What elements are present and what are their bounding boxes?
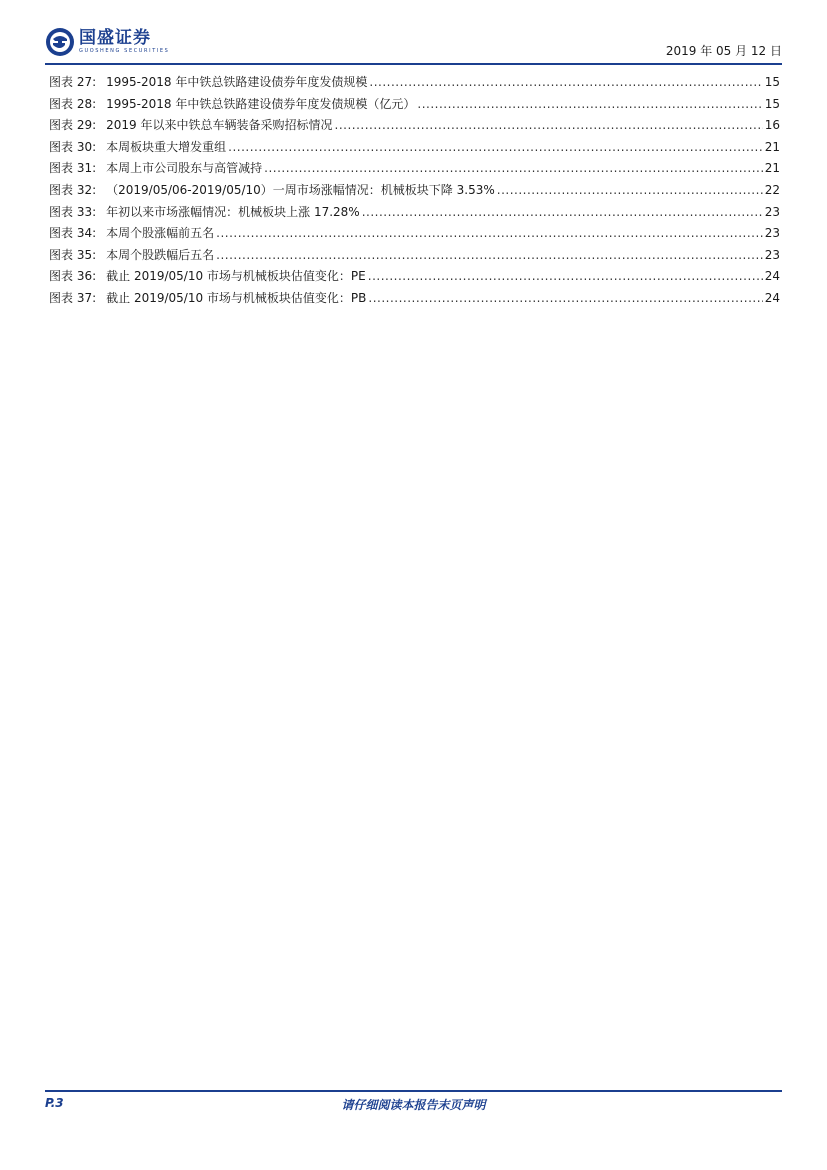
toc-entry-title: 截止 2019/05/10 市场与机械板块估值变化：PB: [106, 290, 367, 305]
toc-entry[interactable]: [49, 94, 780, 116]
toc-entry[interactable]: [49, 72, 780, 94]
footer-divider: [45, 1090, 782, 1092]
toc-entry-label: 图表 31:: [49, 161, 97, 176]
toc-dot-leader: [362, 202, 763, 224]
disclaimer-text: 请仔细阅读本报告末页声明: [341, 1098, 486, 1112]
toc-entry-title: 1995-2018 年中铁总铁路建设债券年度发债规模: [106, 75, 368, 89]
toc-entry-page: 15: [764, 96, 780, 111]
company-logo: [45, 26, 169, 58]
toc-entry[interactable]: [49, 223, 780, 245]
toc-entry-title: 本周板块重大增发重组: [106, 139, 227, 154]
toc-entry[interactable]: [49, 115, 780, 137]
toc-entry-title: 年初以来市场涨幅情况：机械板块上涨 17.28%: [106, 204, 360, 219]
toc-entry-label: 图表 30:: [49, 139, 97, 154]
toc-entry-title: （2019/05/06-2019/05/10）一周市场涨幅情况：机械板块下降 3.53%: [106, 182, 495, 197]
header-divider: [45, 63, 782, 65]
page-number: P.3: [45, 1096, 64, 1110]
toc-entry-label: 图表 32:: [49, 182, 97, 197]
guosheng-logo-icon: [45, 27, 75, 57]
table-of-contents: [49, 72, 780, 310]
toc-entry-label: 图表 29:: [49, 118, 97, 133]
toc-entry-page: 23: [764, 204, 780, 219]
toc-entry-title: 1995-2018 年中铁总铁路建设债券年度发债规模（亿元）: [106, 96, 416, 111]
report-date: 2019 年 05 月 12 日: [665, 44, 782, 58]
toc-entry[interactable]: [49, 158, 780, 180]
toc-entry-page: 16: [764, 118, 780, 133]
toc-entry-page: 24: [764, 290, 780, 305]
toc-entry-title: 本周上市公司股东与高管减持: [106, 161, 263, 176]
toc-entry[interactable]: [49, 202, 780, 224]
toc-entry-page: 23: [764, 247, 780, 262]
toc-dot-leader: [497, 180, 763, 202]
toc-dot-leader: [368, 266, 763, 288]
toc-entry-title: 本周个股涨幅前五名: [106, 226, 215, 241]
toc-entry-page: 23: [764, 226, 780, 241]
toc-entry-page: 21: [764, 139, 780, 154]
toc-dot-leader: [228, 137, 763, 159]
toc-entry[interactable]: [49, 180, 780, 202]
toc-entry-title: 2019 年以来中铁总车辆装备采购招标情况: [106, 118, 333, 133]
toc-entry-page: 22: [764, 182, 780, 197]
toc-entry-label: 图表 33:: [49, 204, 97, 219]
toc-entry-label: 图表 34:: [49, 226, 97, 241]
toc-entry[interactable]: [49, 245, 780, 267]
logo-english-text: GUOSHENG SECURITIES: [79, 48, 170, 54]
toc-entry-label: 图表 37:: [49, 290, 97, 305]
toc-entry-label: 图表 28:: [49, 96, 97, 111]
toc-dot-leader: [335, 115, 763, 137]
toc-entry-label: 图表 36:: [49, 269, 97, 284]
toc-entry-title: 截止 2019/05/10 市场与机械板块估值变化：PE: [106, 269, 366, 284]
toc-entry-page: 21: [764, 161, 780, 176]
toc-entry[interactable]: [49, 288, 780, 310]
toc-entry[interactable]: [49, 266, 780, 288]
toc-entry-page: 24: [764, 269, 780, 284]
toc-dot-leader: [369, 72, 762, 94]
toc-dot-leader: [264, 158, 763, 180]
page-header: [45, 26, 782, 62]
toc-dot-leader: [216, 245, 763, 267]
toc-dot-leader: [417, 94, 762, 116]
toc-entry-title: 本周个股跌幅后五名: [106, 247, 215, 262]
toc-entry[interactable]: [49, 137, 780, 159]
toc-entry-page: 15: [764, 75, 780, 89]
toc-entry-label: 图表 27:: [49, 75, 97, 89]
logo-text: 国盛证券: [79, 28, 151, 48]
toc-dot-leader: [216, 223, 763, 245]
toc-dot-leader: [368, 288, 762, 310]
toc-entry-label: 图表 35:: [49, 247, 97, 262]
